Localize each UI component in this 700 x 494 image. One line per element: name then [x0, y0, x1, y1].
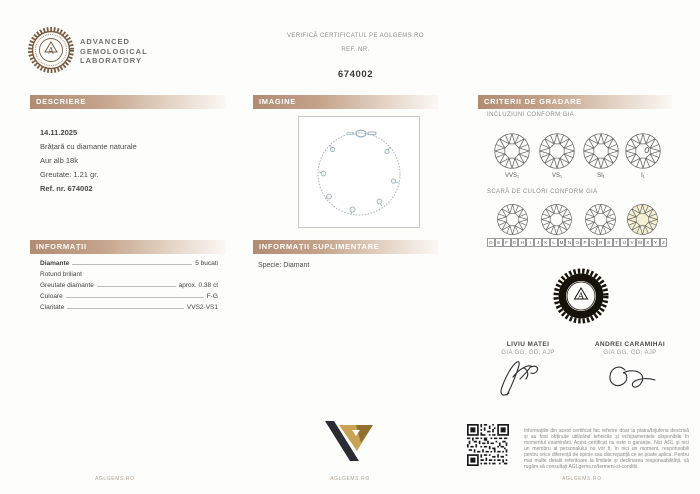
color-letter: V: [628, 238, 636, 247]
lab-name-line-1: ADVANCED: [80, 37, 130, 46]
aglgems-footer-logo: [324, 421, 374, 463]
color-letter: H: [518, 238, 526, 247]
descriere-metal: Aur alb 18k: [40, 156, 78, 165]
section-header-descriere: DESCRIERE: [30, 95, 226, 109]
row-label: Greutate diamante: [40, 282, 94, 289]
color-diagram-faint: [584, 203, 617, 236]
color-letter: E: [495, 238, 503, 247]
color-letter: T: [613, 238, 621, 247]
row-label: Culoare: [40, 293, 63, 300]
row-label: Diamante: [40, 260, 70, 267]
inclusions-scale-label: INCLUZIUNI CONFORM GIA: [487, 112, 575, 118]
color-letter: X: [644, 238, 652, 247]
color-scale-label: SCARĂ DE CULORI CONFORM GIA: [487, 189, 598, 195]
clarity-diagram-si1: [582, 132, 620, 170]
qr-code: [467, 424, 509, 466]
signature-right: [605, 360, 660, 396]
color-letter: G: [511, 238, 519, 247]
color-letter: N: [565, 238, 573, 247]
signatory-credentials-right: GIA GG, GD, AJP: [603, 350, 657, 356]
row-leader-line: [97, 286, 176, 287]
row-leader-line: [67, 308, 184, 309]
row-value: F-G: [206, 293, 218, 300]
table-row: [40, 267, 218, 278]
section-header-criterii: CRITERII DE GRADARE: [478, 95, 672, 109]
color-letter: P: [581, 238, 589, 247]
color-letter: U: [620, 238, 628, 247]
bracelet-image: [299, 117, 419, 227]
table-row: [40, 289, 218, 300]
row-value: aprox. 0.38 ct: [178, 282, 218, 289]
section-header-informatii: INFORMAȚII: [30, 240, 226, 254]
color-letter: K: [542, 238, 550, 247]
descriere-ref: Ref. nr. 674002: [40, 184, 93, 193]
color-letter: R: [597, 238, 605, 247]
footer-site-right[interactable]: AGLGEMS.RO: [562, 476, 602, 482]
color-letter: J: [534, 238, 542, 247]
color-letter: Z: [660, 238, 668, 247]
color-letter: I: [526, 238, 534, 247]
table-row: [40, 256, 218, 267]
clarity-grade-label: SI₁: [597, 173, 605, 179]
gia-color-letter-scale: [487, 238, 667, 247]
svg-text:A: A: [577, 291, 585, 303]
color-letter: F: [503, 238, 511, 247]
section-header-informatii-suplimentare: INFORMAȚII SUPLIMENTARE: [253, 240, 438, 254]
footer-site-center[interactable]: AGLGEMS.RO: [330, 476, 370, 482]
lab-name-line-3: LABORATORY: [80, 56, 142, 65]
row-label: Claritate: [40, 304, 65, 311]
color-letter: O: [573, 238, 581, 247]
color-letter: W: [637, 240, 643, 245]
section-header-imagine: IMAGINE: [253, 95, 438, 109]
row-value: VVS2-VS1: [186, 304, 218, 311]
agl-lab-seal-logo: [27, 26, 75, 74]
color-letter: S: [605, 238, 613, 247]
clarity-grade-label: VVS₁: [504, 173, 520, 179]
table-row: [40, 300, 218, 311]
signature-left: [495, 357, 555, 399]
svg-text:A: A: [47, 45, 55, 56]
color-letter: L: [550, 238, 558, 247]
row-leader-line: [66, 297, 204, 298]
color-letter: D: [487, 238, 495, 247]
signatory-credentials-left: GIA GG, GD, AJP: [501, 350, 555, 356]
signatory-name-right: ANDREI CARAMIHAI: [594, 341, 666, 348]
row-label: Rotund briliant: [40, 271, 82, 278]
ref-number: 674002: [337, 69, 374, 80]
color-letter: Q: [589, 238, 597, 247]
color-diagram-colorless: [496, 203, 529, 236]
color-letter: M: [558, 238, 566, 247]
descriere-item: Brățară cu diamante naturale: [40, 142, 137, 151]
table-row: [40, 278, 218, 289]
verify-certificate-text: VERIFICĂ CERTIFICATUL PE AGLGEMS.RO: [287, 33, 424, 39]
disclaimer-text: Informațiile din acest certificat fac referire doar la piatra/bijuteria descrisă și au fost obținute utilizând tehnicile și echipamentele disponibile în momentul examinării. Acest certificat nu este o garanție. Nici AGL și nici un membru al personalului nu vor fi, în nici un moment, responsabili pentru orice diferență de opinie sau discrepanță ce se poate aplica. Pentru mai multe detalii referitoare la limitele și declinarea responsabilității, vă rugăm să consultați AGLgems.ro/termeni-si-conditii.: [524, 428, 689, 470]
descriere-date: 14.11.2025: [40, 128, 78, 137]
footer-site-left[interactable]: AGLGEMS.RO: [95, 476, 135, 482]
clarity-diagram-vvs1: [493, 132, 531, 170]
color-diagram-yellow: [626, 203, 659, 236]
clarity-diagram-vs1: [538, 132, 576, 170]
lab-name-line-2: GEMOLOGICAL: [80, 46, 148, 56]
clarity-grade-label: VS₁: [551, 173, 563, 179]
descriere-weight: Greutate: 1.21 gr.: [40, 170, 99, 179]
bracelet-photo-frame: [298, 116, 420, 228]
clarity-diagram-i1: [624, 132, 662, 170]
row-value: 5 bucati: [195, 260, 218, 267]
ref-nr-label: REF. NR.: [341, 47, 370, 53]
color-diagram-near-colorless: [540, 203, 573, 236]
row-leader-line: [72, 264, 192, 265]
signatory-name-left: LIVIU MATEI: [506, 341, 550, 348]
clarity-grade-label: I₁: [641, 173, 645, 179]
lab-stamp-seal: [552, 267, 610, 325]
species-text: Specie: Diamant: [258, 262, 310, 269]
color-letter: Y: [652, 238, 660, 247]
